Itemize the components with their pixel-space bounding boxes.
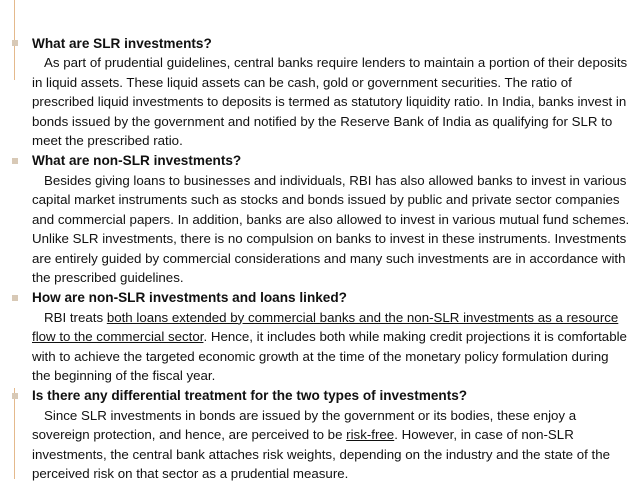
question-heading bbox=[12, 33, 630, 53]
square-bullet-icon bbox=[12, 40, 18, 46]
slide-content bbox=[12, 33, 630, 484]
answer-text: RBI treats bbox=[44, 309, 107, 325]
question-text: Is there any differential treatment for the two types of investments? bbox=[32, 388, 468, 403]
answer-paragraph bbox=[32, 171, 630, 288]
underlined-phrase: risk-free bbox=[346, 427, 395, 442]
answer-paragraph bbox=[32, 53, 630, 151]
question-heading bbox=[12, 288, 630, 308]
question-text: What are SLR investments? bbox=[32, 35, 212, 51]
answer-paragraph bbox=[32, 308, 630, 386]
qa-item-differential-treatment bbox=[12, 386, 630, 484]
question-heading bbox=[12, 386, 630, 406]
answer-text: . However, in case of non-SLR investments, the central bank attaches risk weights, depending on the industry and the state of the perceived risk on that sector as a prudential measure. bbox=[32, 427, 611, 481]
answer-paragraph bbox=[32, 406, 630, 484]
answer-text: . Hence, it includes both while making credit projections it is comfortable with to achieve the targeted economic growth at the time of the monetary policy formulation during the beginning of the fiscal year. bbox=[32, 329, 627, 383]
qa-item-non-slr bbox=[12, 151, 630, 288]
question-text: What are non-SLR investments? bbox=[32, 153, 242, 168]
answer-text: Besides giving loans to businesses and individuals, RBI has also allowed banks to invest in various capital market instruments such as stocks and bonds issued by public and private sector companies and commercial papers. In addition, banks are also allowed to invest in various mutual fund schemes. Unlike SLR investments, there is no compulsion on banks to invest in these instruments. Investments are entirely guided by commercial considerations and many such investments are in accordance with the prescribed guidelines. bbox=[32, 172, 630, 285]
qa-item-slr bbox=[12, 33, 630, 151]
answer-text: As part of prudential guidelines, central banks require lenders to maintain a portion of their deposits in liquid assets. These liquid assets can be cash, gold or government securities. The ratio of prescribed liquid investments to deposits is termed as statutory liquidity ratio. In India, banks invest in bonds issued by the government and notified by the Reserve Bank of India as qualifying for SLR to meet the prescribed ratio. bbox=[32, 55, 628, 148]
square-bullet-icon bbox=[12, 393, 18, 399]
qa-item-linkage bbox=[12, 288, 630, 386]
square-bullet-icon bbox=[12, 158, 18, 164]
square-bullet-icon bbox=[12, 295, 18, 301]
underlined-phrase: both loans extended by commercial banks and the non-SLR investments as a resource flow to the commercial sector bbox=[32, 309, 619, 344]
question-text: How are non-SLR investments and loans linked? bbox=[32, 290, 347, 305]
question-heading bbox=[12, 151, 630, 171]
answer-text: Since SLR investments in bonds are issued by the government or its bodies, these enjoy a sovereign protection, and hence, are perceived to be bbox=[32, 407, 577, 442]
